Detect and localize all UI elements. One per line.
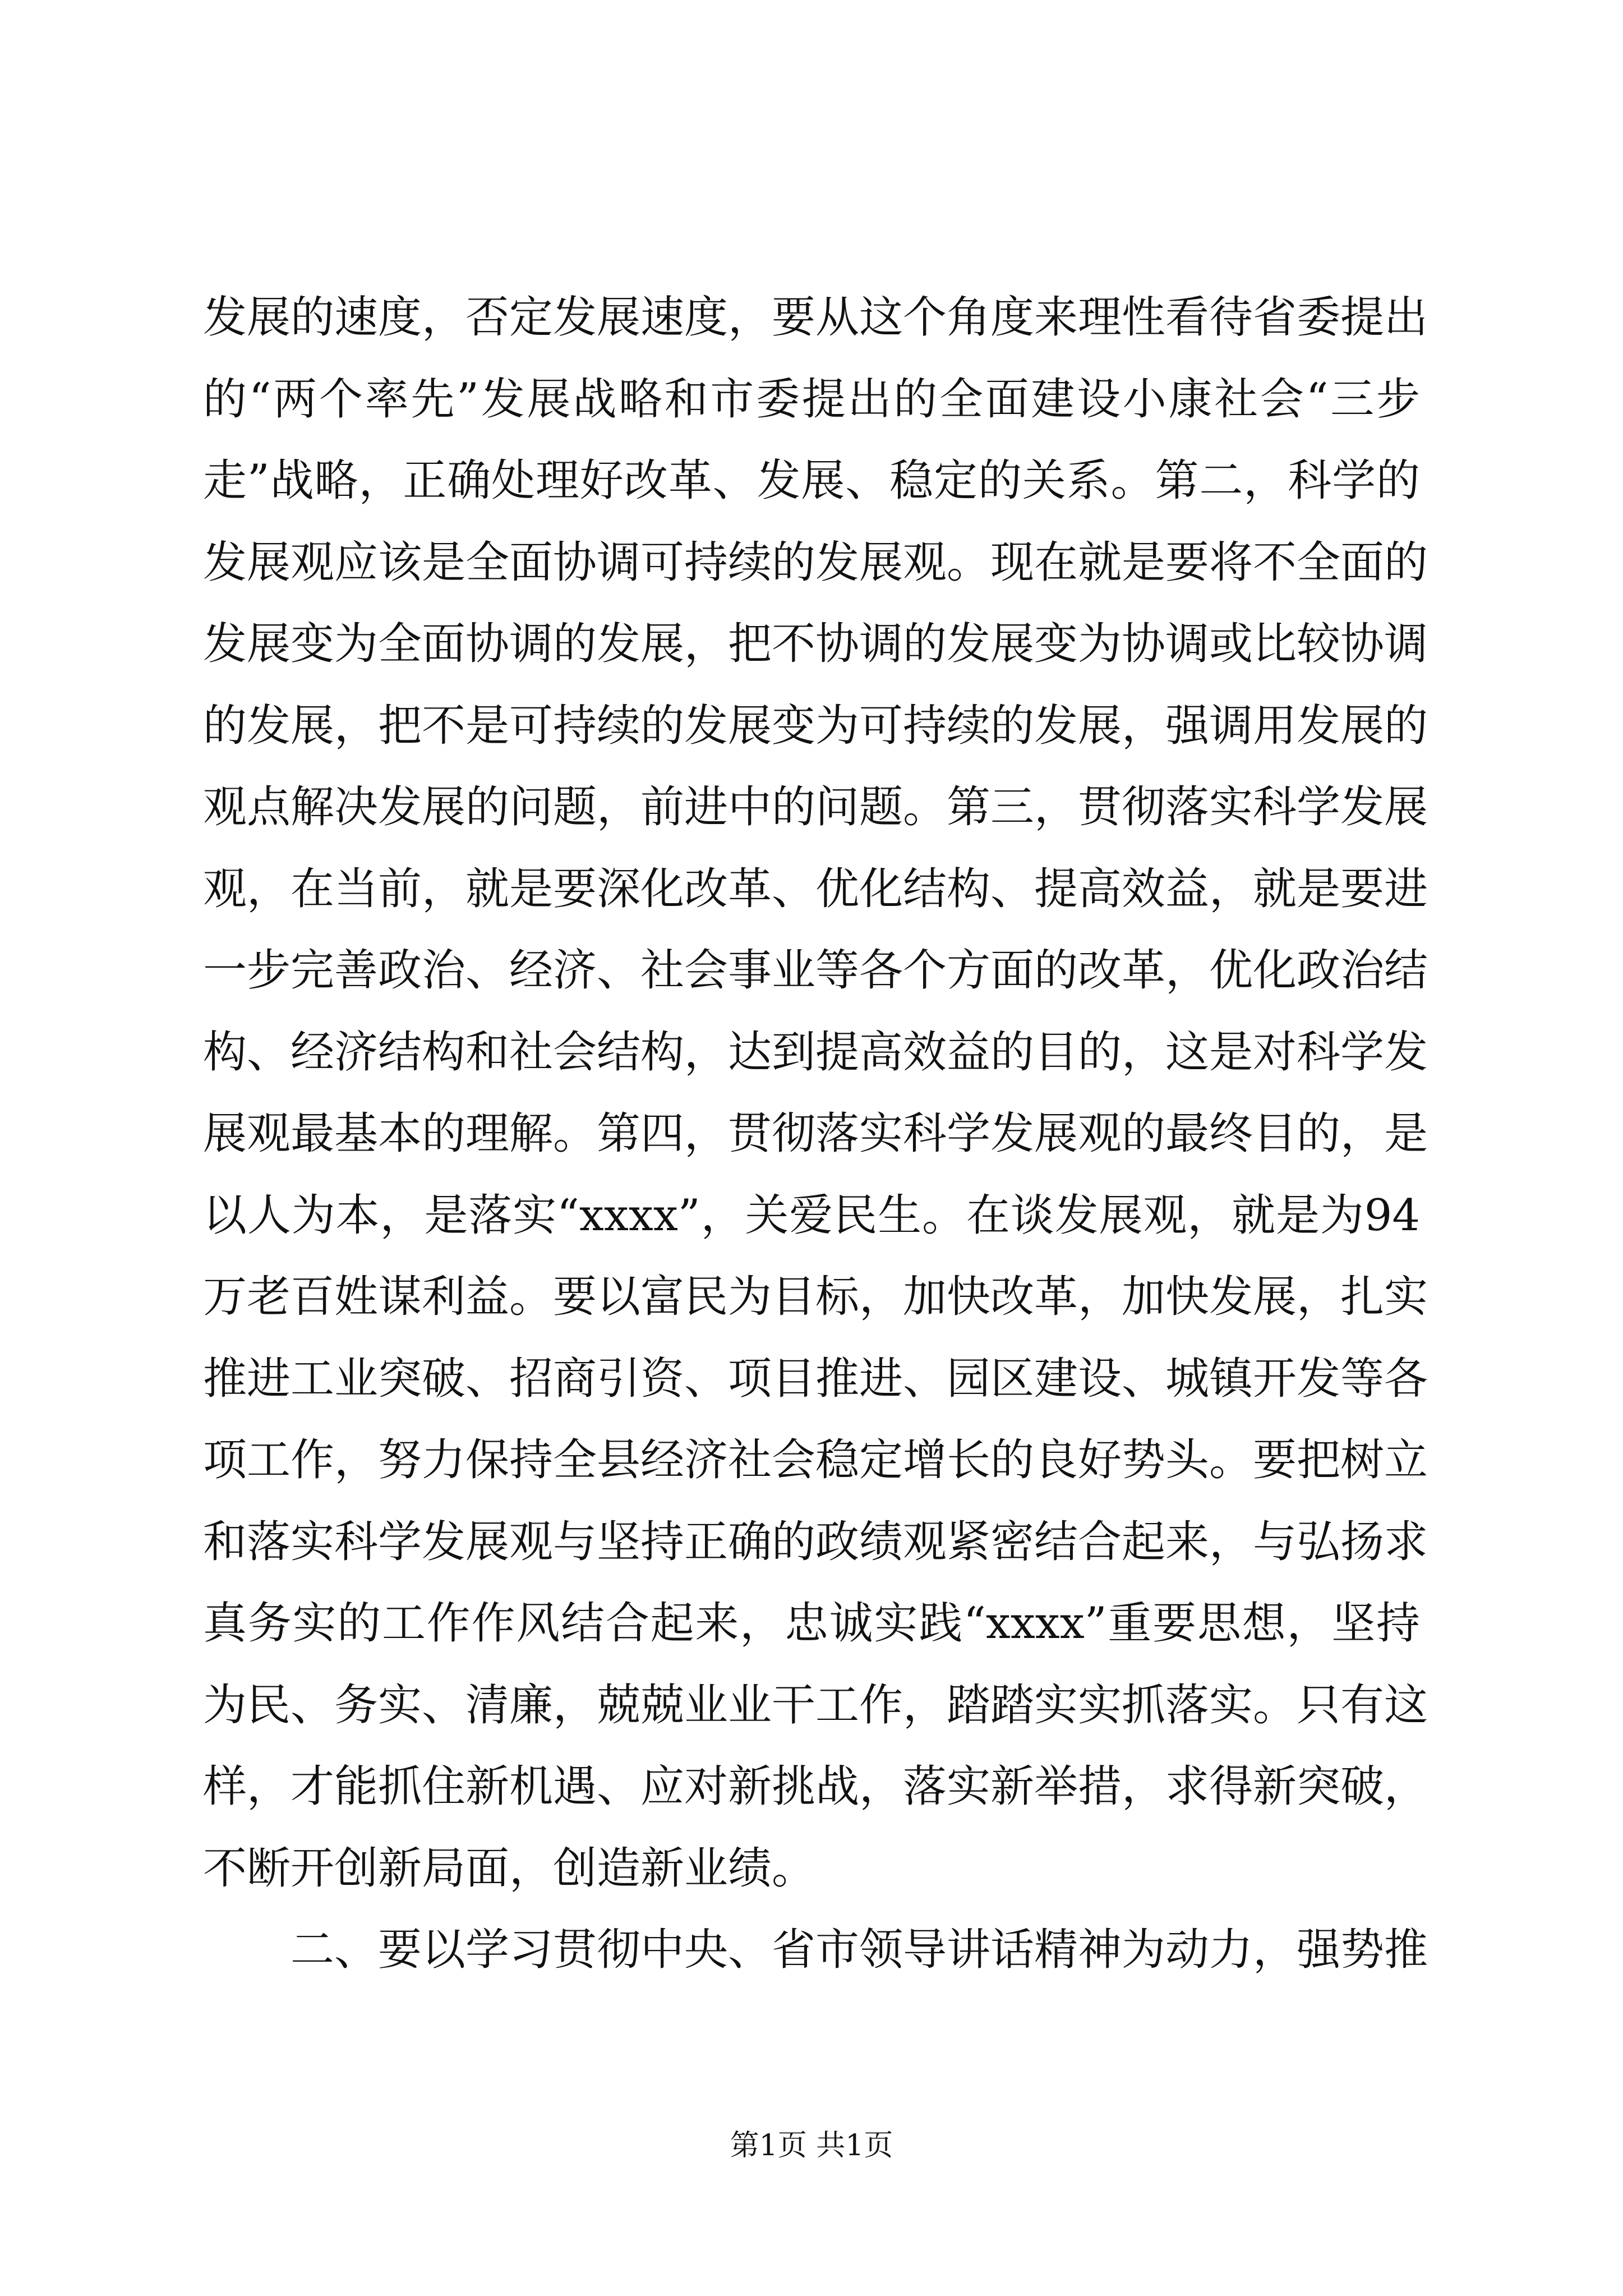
page-number: 第1页 共1页 [730, 2129, 893, 2162]
text-line: 构、经济结构和社会结构，达到提高效益的目的，这是对科学发 [203, 1027, 1428, 1078]
text-line: 样，才能抓住新机遇、应对新挑战，落实新举措，求得新突破， [203, 1761, 1428, 1812]
text-line: 和落实科学发展观与坚持正确的政绩观紧密结合起来，与弘扬求 [203, 1516, 1428, 1567]
text-line: 发展变为全面协调的发展，把不协调的发展变为协调或比较协调 [203, 619, 1428, 669]
text-line: 不断开创新局面，创造新业绩。 [203, 1843, 816, 1894]
paragraph-1 [203, 277, 1428, 1910]
document-body [203, 277, 1428, 1991]
page-footer [0, 2126, 1623, 2165]
text-line: 走”战略，正确处理好改革、发展、稳定的关系。第二，科学的 [203, 455, 1420, 506]
text-line: 的发展，把不是可持续的发展变为可持续的发展，强调用发展的 [203, 700, 1428, 751]
paragraph-2 [203, 1910, 1428, 1991]
text-line: 真务实的工作作风结合起来，忠诚实践“xxxx”重要思想，坚持 [203, 1598, 1420, 1649]
text-line: 一步完善政治、经济、社会事业等各个方面的改革，优化政治结 [203, 945, 1428, 996]
text-line: 发展的速度，否定发展速度，要从这个角度来理性看待省委提出 [203, 292, 1428, 343]
text-line: 发展观应该是全面协调可持续的发展观。现在就是要将不全面的 [203, 537, 1428, 588]
text-line: 二、要以学习贯彻中央、省市领导讲话精神为动力，强势推 [291, 1925, 1428, 1975]
text-line: 展观最基本的理解。第四，贯彻落实科学发展观的最终目的，是 [203, 1108, 1428, 1159]
text-line: 项工作，努力保持全县经济社会稳定增长的良好势头。要把树立 [203, 1435, 1428, 1485]
text-line: 万老百姓谋利益。要以富民为目标，加快改革，加快发展，扎实 [203, 1272, 1428, 1322]
text-line: 观点解决发展的问题，前进中的问题。第三，贯彻落实科学发展 [203, 782, 1428, 832]
text-line: 观，在当前，就是要深化改革、优化结构、提高效益，就是要进 [203, 863, 1428, 914]
text-line: 以人为本，是落实“xxxx”，关爱民生。在谈发展观，就是为94 [203, 1190, 1420, 1241]
text-line: 为民、务实、清廉，兢兢业业干工作，踏踏实实抓落实。只有这 [203, 1680, 1428, 1731]
text-line: 的“两个率先”发展战略和市委提出的全面建设小康社会“三步 [203, 374, 1420, 425]
text-line: 推进工业突破、招商引资、项目推进、园区建设、城镇开发等各 [203, 1353, 1428, 1404]
